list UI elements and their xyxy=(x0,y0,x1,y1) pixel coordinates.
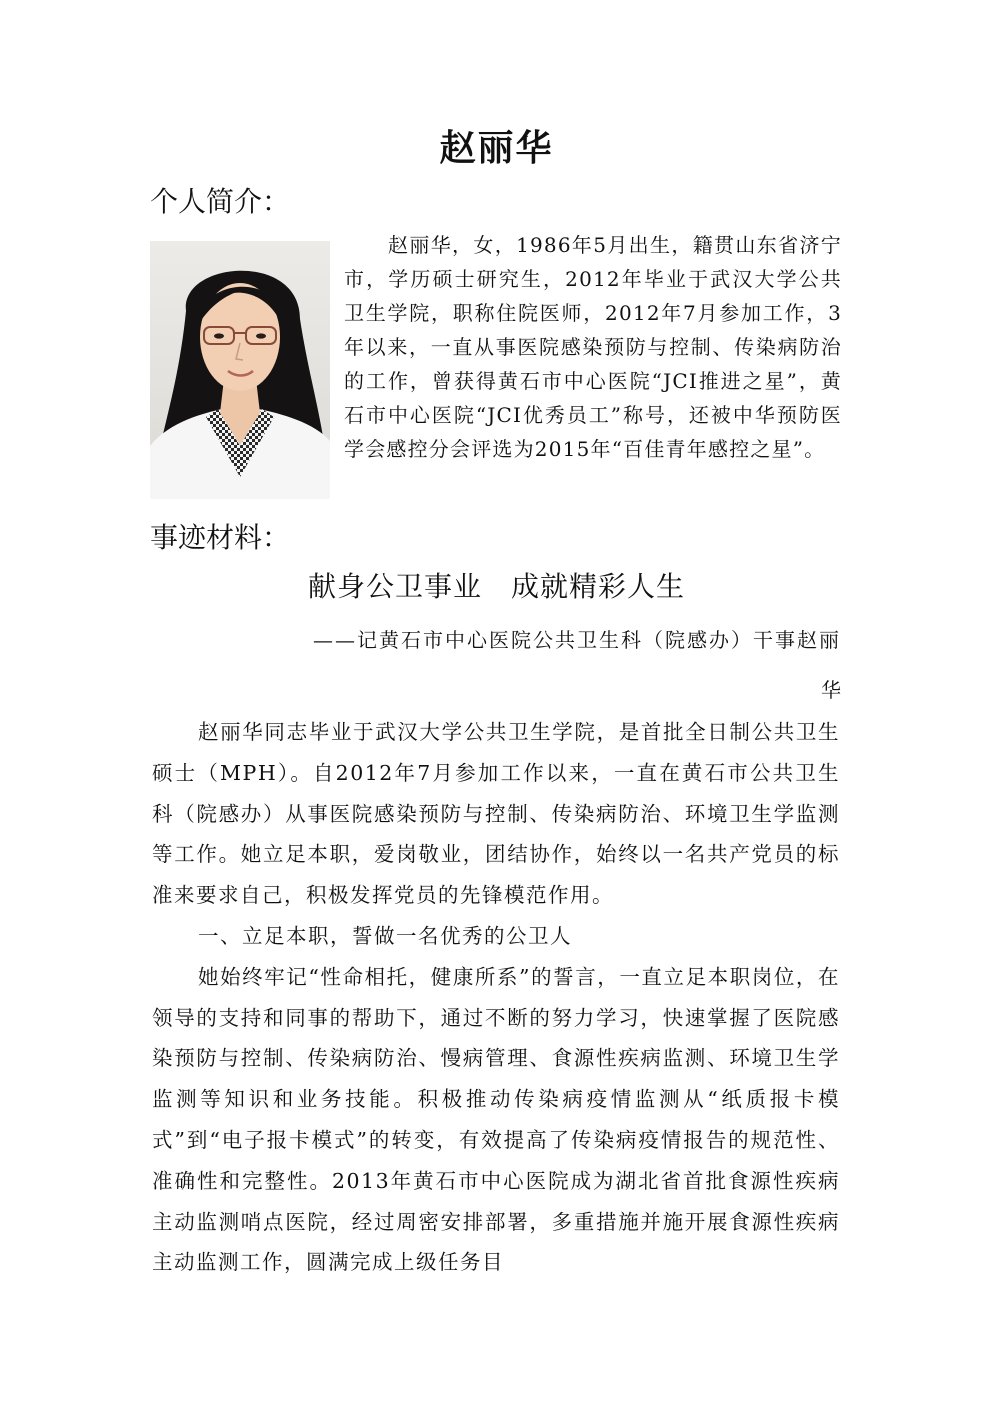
deeds-heading: 事迹材料： xyxy=(150,521,291,554)
section-subheading: 一、立足本职，誓做一名优秀的公卫人 xyxy=(198,923,572,948)
article-body xyxy=(152,712,840,1283)
bio-text: 赵丽华，女，1986年5月出生，籍贯山东省济宁市，学历硕士研究生，2012年毕业于武汉大学公共卫生学院，职称住院医师，2012年7月参加工作，3年以来，一直从事医院感染预防与控制、传染病防治的工作，曾获得黄石市中心医院“JCI推进之星”，黄石市中心医院“JCI优秀员工”称号，还被中华预防医学会感控分会评选为2015年“百佳青年感控之星”。 xyxy=(344,233,842,461)
body-paragraph: 赵丽华同志毕业于武汉大学公共卫生学院，是首批全日制公共卫生硕士（MPH）。自2012年7月参加工作以来，一直在黄石市公共卫生科（院感办）从事医院感染预防与控制、传染病防治、环境卫生学监测等工作。她立足本职，爱岗敬业，团结协作，始终以一名共产党员的标准来要求自己，积极发挥党员的先锋模范作用。 xyxy=(152,720,840,908)
intro-heading: 个人简介： xyxy=(150,185,291,218)
body-paragraph: 她始终牢记“性命相托，健康所系”的誓言，一直立足本职岗位，在领导的支持和同事的帮助下，通过不断的努力学习，快速掌握了医院感染预防与控制、传染病防治、慢病管理、食源性疾病监测、环境卫生学监测等知识和业务技能。积极推动传染病疫情监测从“纸质报卡模式”到“电子报卡模式”的转变，有效提高了传染病疫情报告的规范性、准确性和完整性。2013年黄石市中心医院成为湖北省首批食源性疾病主动监测哨点医院，经过周密安排部署，多重措施并施开展食源性疾病主动监测工作，圆满完成上级任务目 xyxy=(152,964,840,1275)
article-subtitle-tail: 华 xyxy=(821,678,841,702)
article-subtitle: ——记黄石市中心医院公共卫生科（院感办）干事赵丽 xyxy=(313,628,841,652)
portrait-photo xyxy=(150,241,330,499)
article-title: 献身公卫事业 成就精彩人生 xyxy=(307,570,685,603)
page-title: 赵丽华 xyxy=(439,127,554,169)
